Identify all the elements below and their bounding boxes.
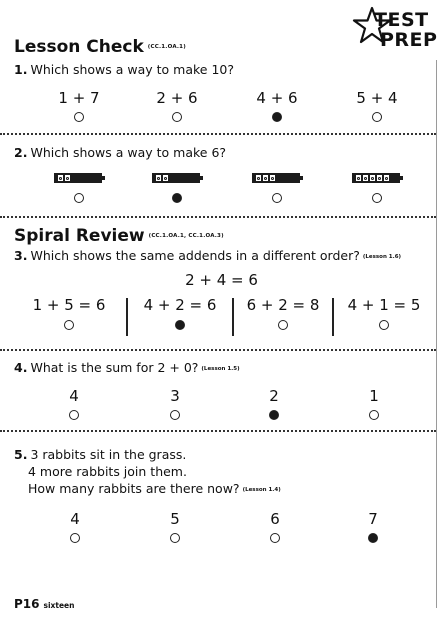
q4-option-d[interactable] [334, 387, 414, 420]
spiral-review-title: Spiral Review [14, 226, 145, 246]
question-4 [14, 360, 240, 377]
question-1 [14, 62, 234, 78]
lesson-check-standard: (CC.1.OA.1) [147, 44, 186, 50]
q3-option-d[interactable] [336, 296, 432, 340]
question-3 [14, 248, 401, 265]
white-cube [269, 174, 276, 182]
badge-word-test: TEST [374, 9, 429, 31]
q5-option-d-label: 7 [368, 510, 378, 528]
q4-option-c[interactable] [234, 387, 314, 420]
question-3-number: 3. [14, 248, 28, 263]
q1-option-a[interactable] [39, 89, 119, 122]
cube-train [352, 173, 403, 183]
answer-bubble[interactable] [74, 193, 84, 203]
cube-train-tip [300, 176, 303, 180]
q4-option-d-label: 1 [369, 387, 379, 405]
answer-bubble[interactable] [69, 410, 79, 420]
answer-bubble[interactable] [64, 320, 74, 330]
q5-option-c-label: 6 [270, 510, 280, 528]
q3-option-c[interactable] [236, 296, 330, 340]
spiral-review-heading [14, 226, 224, 246]
q3-option-b-label: 4 + 2 = 6 [143, 296, 217, 314]
q5-option-a[interactable] [35, 510, 115, 543]
question-4-number: 4. [14, 360, 28, 375]
answer-bubble[interactable] [368, 533, 378, 543]
white-cube [155, 174, 162, 182]
question-3-text: Which shows the same addends in a different order? [30, 248, 360, 263]
question-5-line-3-wrap [28, 481, 281, 498]
answer-bubble[interactable] [172, 193, 182, 203]
question-2-number: 2. [14, 145, 28, 160]
q2-option-b[interactable] [129, 173, 225, 203]
q1-option-c[interactable] [237, 89, 317, 122]
q5-option-b-label: 5 [170, 510, 180, 528]
answer-bubble[interactable] [170, 410, 180, 420]
answer-bubble[interactable] [270, 533, 280, 543]
q1-option-d[interactable] [337, 89, 417, 122]
white-cube [64, 174, 71, 182]
answer-bubble[interactable] [278, 320, 288, 330]
q3-option-c-label: 6 + 2 = 8 [246, 296, 320, 314]
q3-options-row [14, 296, 432, 340]
answer-bubble[interactable] [372, 112, 382, 122]
page-number-word: sixteen [43, 601, 75, 610]
q1-option-b[interactable] [137, 89, 217, 122]
lesson-check-heading [14, 37, 186, 57]
q4-option-b[interactable] [135, 387, 215, 420]
badge-word-prep: PREP [380, 29, 438, 51]
cube-train [54, 173, 105, 183]
white-cube [255, 174, 262, 182]
question-5 [14, 447, 186, 463]
q2-option-c[interactable] [229, 173, 325, 203]
option-separator [332, 298, 334, 336]
answer-bubble[interactable] [272, 112, 282, 122]
question-4-lesson: (Lesson 1.5) [201, 365, 240, 372]
cube-train-tip [200, 176, 203, 180]
question-2 [14, 145, 226, 161]
question-5-line-1: 3 rabbits sit in the grass. [30, 447, 187, 462]
question-5-line-2: 4 more rabbits join them. [28, 464, 187, 479]
section-divider [0, 349, 436, 351]
answer-bubble[interactable] [269, 410, 279, 420]
question-5-lesson: (Lesson 1.4) [242, 486, 281, 493]
cube-train [252, 173, 303, 183]
given-equation: 2 + 4 = 6 [185, 271, 258, 289]
answer-bubble[interactable] [372, 193, 382, 203]
question-2-text: Which shows a way to make 6? [30, 145, 227, 160]
q3-option-a-label: 1 + 5 = 6 [32, 296, 106, 314]
option-separator [232, 298, 234, 336]
answer-bubble[interactable] [379, 320, 389, 330]
section-divider [0, 216, 436, 218]
answer-bubble[interactable] [175, 320, 185, 330]
page-number: P16 [14, 597, 40, 611]
answer-bubble[interactable] [369, 410, 379, 420]
test-prep-badge [352, 6, 440, 52]
lesson-check-title: Lesson Check [14, 37, 144, 57]
answer-bubble[interactable] [74, 112, 84, 122]
q5-option-b[interactable] [135, 510, 215, 543]
q1-option-a-label: 1 + 7 [58, 89, 100, 107]
q5-option-a-label: 4 [70, 510, 80, 528]
white-cube [57, 174, 64, 182]
q5-option-c[interactable] [235, 510, 315, 543]
white-cube [262, 174, 269, 182]
q3-option-a[interactable] [14, 296, 124, 340]
white-cube [383, 174, 390, 182]
q3-option-d-label: 4 + 1 = 5 [347, 296, 421, 314]
white-cube [162, 174, 169, 182]
question-1-number: 1. [14, 62, 28, 77]
answer-bubble[interactable] [172, 112, 182, 122]
section-divider [0, 430, 436, 432]
q4-option-a[interactable] [34, 387, 114, 420]
q3-option-b[interactable] [130, 296, 230, 340]
question-5-line-3: How many rabbits are there now? [28, 481, 240, 496]
option-separator [126, 298, 128, 336]
question-1-text: Which shows a way to make 10? [30, 62, 235, 77]
q1-option-c-label: 4 + 6 [256, 89, 298, 107]
answer-bubble[interactable] [170, 533, 180, 543]
answer-bubble[interactable] [70, 533, 80, 543]
white-cube [369, 174, 376, 182]
page-footer [14, 598, 74, 612]
q2-option-a[interactable] [31, 173, 127, 203]
spiral-review-standard: (CC.1.OA.1, CC.1.OA.3) [148, 233, 224, 239]
cube-train-tip [102, 176, 105, 180]
q1-option-b-label: 2 + 6 [156, 89, 198, 107]
q4-option-b-label: 3 [170, 387, 180, 405]
answer-bubble[interactable] [272, 193, 282, 203]
margin-rule [436, 60, 437, 608]
cube-train-tip [400, 176, 403, 180]
cube-train [152, 173, 203, 183]
question-3-lesson: (Lesson 1.6) [362, 253, 402, 260]
section-divider [0, 133, 436, 135]
q4-option-c-label: 2 [269, 387, 279, 405]
q1-option-d-label: 5 + 4 [356, 89, 398, 107]
question-5-number: 5. [14, 447, 28, 462]
white-cube [355, 174, 362, 182]
q5-option-d[interactable] [333, 510, 413, 543]
q4-option-a-label: 4 [69, 387, 79, 405]
question-4-text: What is the sum for 2 + 0? [30, 360, 199, 375]
white-cube [362, 174, 369, 182]
white-cube [376, 174, 383, 182]
q2-option-d[interactable] [329, 173, 425, 203]
